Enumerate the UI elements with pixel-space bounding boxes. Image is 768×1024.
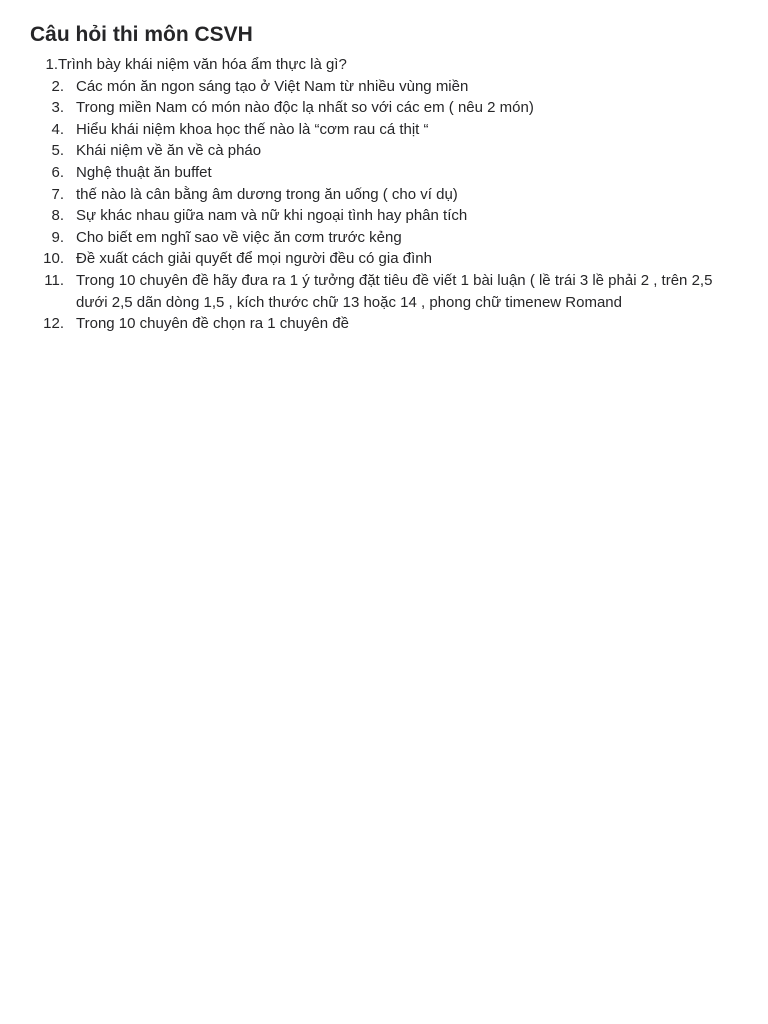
list-item xyxy=(30,248,738,270)
list-item-text: Trong 10 chuyên đề chọn ra 1 chuyên đề xyxy=(76,315,349,333)
list-item xyxy=(30,140,738,162)
list-item xyxy=(30,76,738,98)
list-item-text: Sự khác nhau giữa nam và nữ khi ngoại tình hay phân tích xyxy=(76,207,468,225)
list-item xyxy=(30,205,738,227)
list-item-number: 8. xyxy=(51,207,64,225)
list-item-text: Khái niệm về ăn về cà pháo xyxy=(76,142,262,160)
list-item-text: Trong miền Nam có món nào độc lạ nhất so với các em ( nêu 2 món) xyxy=(76,99,534,117)
list-item xyxy=(30,184,738,206)
document-title: Câu hỏi thi môn CSVH xyxy=(30,23,253,46)
list-item xyxy=(30,227,738,249)
list-item-number: 5. xyxy=(51,142,64,160)
list-item-text: Trình bày khái niệm văn hóa ẩm thực là gì? xyxy=(58,56,347,73)
list-item-number: 12. xyxy=(43,315,64,333)
list-item-text: Trong 10 chuyên đề hãy đưa ra 1 ý tưởng đặt tiêu đề viết 1 bài luận ( lề trái 3 lề phải 2 , trên 2,5 dưới 2,5 dãn dòng 1,5 , kích thước chữ 13 hoặc 14 , phong chữ timenew Romand xyxy=(76,271,713,311)
list-item-number: 7. xyxy=(51,185,64,203)
list-item-text: Đề xuất cách giải quyết để mọi người đều có gia đình xyxy=(76,250,432,268)
list-item xyxy=(30,97,738,119)
list-item-number: 10. xyxy=(43,250,64,268)
list-item xyxy=(30,270,738,313)
list-item-number: 6. xyxy=(51,163,64,181)
list-item xyxy=(30,162,738,184)
list-item-text: Các món ăn ngon sáng tạo ở Việt Nam từ nhiều vùng miền xyxy=(76,77,469,95)
list-item-number: 3. xyxy=(51,99,64,117)
list-item-number: 1. xyxy=(45,56,58,73)
list-item-number: 9. xyxy=(51,228,64,246)
list-item xyxy=(30,313,738,335)
question-list xyxy=(30,54,738,335)
list-item-text: Cho biết em nghĩ sao về việc ăn cơm trước kẻng xyxy=(76,228,402,246)
list-item-number: 11. xyxy=(44,271,64,289)
list-item-text: Hiểu khái niệm khoa học thế nào là “cơm rau cá thịt “ xyxy=(76,120,429,138)
list-item-text: Nghệ thuật ăn buffet xyxy=(76,163,212,181)
list-item-text: thế nào là cân bằng âm dương trong ăn uống ( cho ví dụ) xyxy=(76,185,458,203)
list-item-number: 2. xyxy=(51,77,64,95)
list-item-number: 4. xyxy=(51,120,64,138)
list-item xyxy=(30,119,738,141)
list-item xyxy=(30,54,738,76)
